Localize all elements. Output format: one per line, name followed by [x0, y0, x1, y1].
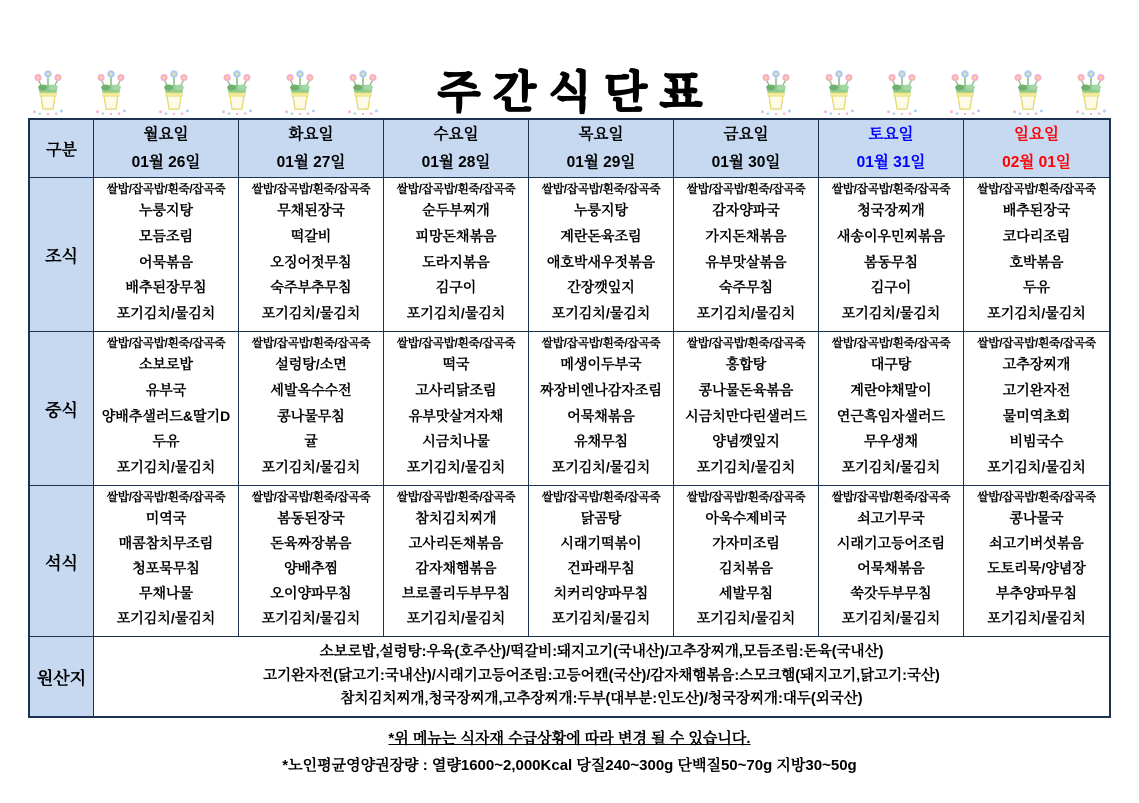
rice-options: 쌀밥/잡곡밥/흰죽/잡곡죽 [251, 182, 371, 196]
day-date: 01월 31일 [856, 153, 926, 171]
menu-item: 김구이 [870, 279, 912, 296]
menu-item: 유채무침 [573, 433, 629, 450]
menu-item: 시금치나물 [422, 433, 490, 450]
rice-options: 쌀밥/잡곡밥/흰죽/잡곡죽 [396, 336, 516, 350]
menu-items [964, 506, 1109, 631]
menu-item: 콩나물돈육볶음 [698, 382, 794, 399]
menu-item: 양념깻잎지 [712, 433, 780, 450]
menu-item: 청포묵무침 [132, 560, 200, 577]
menu-item: 포기김치/물김치 [841, 459, 941, 476]
menu-item: 세발무침 [718, 585, 774, 602]
menu-item: 포기김치/물김치 [551, 459, 651, 476]
menu-item: 새송이우민찌볶음 [836, 228, 946, 245]
menu-items [674, 506, 818, 631]
day-header-1 [239, 120, 384, 178]
menu-item: 감자양파국 [712, 202, 780, 219]
day-name: 수요일 [433, 126, 479, 144]
flower-decorations-right [758, 66, 1109, 118]
menu-item: 유부맛살볶음 [705, 253, 787, 270]
menu-item: 부추양파무침 [995, 585, 1078, 602]
menu-item: 고추장찌개 [1002, 356, 1071, 373]
menu-item: 무채나물 [138, 585, 194, 602]
flower-pot-icon [821, 66, 857, 118]
menu-item: 물미역초회 [1002, 407, 1071, 424]
menu-item: 고기완자전 [1002, 382, 1071, 399]
menu-item: 계란돈육조림 [560, 228, 642, 245]
origin-label [30, 637, 94, 716]
menu-item: 아욱수제비국 [705, 510, 787, 527]
menu-item: 피망돈채볶음 [415, 228, 497, 245]
menu-item: 계란야채말이 [850, 382, 932, 399]
rice-options: 쌀밥/잡곡밥/흰죽/잡곡죽 [977, 336, 1096, 350]
menu-item: 어묵채볶음 [567, 407, 635, 424]
menu-items [384, 352, 528, 480]
menu-items [819, 198, 963, 326]
menu-item: 포기김치/물김치 [551, 305, 651, 322]
menu-item: 시래기떡볶이 [560, 535, 642, 552]
menu-item: 쑥갓두부무침 [850, 585, 932, 602]
meal-cell [964, 178, 1109, 332]
flower-pot-icon [219, 66, 255, 118]
rice-options: 쌀밥/잡곡밥/흰죽/잡곡죽 [251, 490, 371, 504]
menu-item: 포기김치/물김치 [987, 610, 1086, 627]
day-date: 01월 26일 [131, 153, 201, 171]
menu-item: 포기김치/물김치 [406, 610, 506, 627]
menu-item: 김치볶음 [718, 560, 774, 577]
menu-item: 비빔국수 [1009, 433, 1064, 450]
meal-row-label-1: 중식 [30, 332, 94, 486]
rice-options: 쌀밥/잡곡밥/흰죽/잡곡죽 [686, 336, 806, 350]
menu-item: 건파래무침 [567, 560, 635, 577]
meal-cell [384, 178, 529, 332]
rice-options: 쌀밥/잡곡밥/흰죽/잡곡죽 [831, 336, 951, 350]
menu-item: 포기김치/물김치 [406, 459, 506, 476]
menu-item: 두유 [152, 433, 180, 450]
menu-item: 쇠고기버섯볶음 [989, 535, 1084, 552]
menu-item: 양배추찜 [283, 560, 339, 577]
menu-item: 귤 [304, 433, 318, 450]
menu-item: 떡갈비 [290, 228, 332, 245]
meal-cell [384, 332, 529, 486]
menu-item: 배추된장무침 [125, 279, 207, 296]
menu-item: 봄동된장국 [277, 510, 345, 527]
day-name: 금요일 [723, 126, 769, 144]
day-header-4 [674, 120, 819, 178]
day-date: 01월 29일 [566, 153, 636, 171]
menu-item: 포기김치/물김치 [696, 305, 796, 322]
meal-cell [239, 178, 384, 332]
menu-items [819, 506, 963, 631]
menu-item: 봄동무침 [863, 253, 919, 270]
flower-pot-icon [1073, 66, 1109, 118]
menu-item: 세발옥수수전 [270, 382, 352, 399]
day-header-0 [94, 120, 239, 178]
menu-item: 유부국 [145, 382, 187, 399]
origin-line: 고기완자전(닭고기:국내산)/시래기고등어조림:고등어캔(국산)/감자채햄볶음:스모크햄(돼지고기,닭고기:국산) [263, 667, 940, 684]
day-header-6 [964, 120, 1109, 178]
meal-cell [819, 332, 964, 486]
menu-items [529, 198, 673, 326]
meal-cell [239, 332, 384, 486]
meal-cell [94, 486, 239, 637]
menu-item: 유부맛살겨자채 [408, 407, 504, 424]
origin-label-text: 원산지 [36, 669, 87, 688]
menu-item: 포기김치/물김치 [987, 459, 1086, 476]
menu-item: 홍합탕 [725, 356, 767, 373]
menu-item: 포기김치/물김치 [116, 459, 216, 476]
rice-options: 쌀밥/잡곡밥/흰죽/잡곡죽 [106, 336, 226, 350]
flower-pot-icon [156, 66, 192, 118]
menu-item: 매콤참치무조림 [118, 535, 214, 552]
flower-pot-icon [758, 66, 794, 118]
menu-item: 어묵채볶음 [857, 560, 925, 577]
rice-options: 쌀밥/잡곡밥/흰죽/잡곡죽 [831, 490, 951, 504]
flower-pot-icon [30, 66, 66, 118]
menu-item: 도토리묵/양념장 [987, 560, 1086, 577]
meal-cell [529, 178, 674, 332]
meal-row-label-0: 조식 [30, 178, 94, 332]
rice-options: 쌀밥/잡곡밥/흰죽/잡곡죽 [831, 182, 951, 196]
menu-item: 포기김치/물김치 [116, 305, 216, 322]
nutrition-note: *노인평균영양권장량 : 열량1600~2,000Kcal 당질240~300g 단백질50~70g 지방30~50g [282, 757, 857, 774]
menu-item: 고사리닭조림 [415, 382, 497, 399]
menu-item: 어묵볶음 [138, 253, 194, 270]
menu-table [28, 118, 1111, 718]
day-header-3 [529, 120, 674, 178]
day-date: 02월 01일 [1002, 153, 1071, 171]
day-name: 화요일 [288, 126, 334, 144]
flower-pot-icon [1010, 66, 1046, 118]
menu-item: 포기김치/물김치 [987, 305, 1086, 322]
meal-cell [94, 332, 239, 486]
rice-options: 쌀밥/잡곡밥/흰죽/잡곡죽 [106, 182, 226, 196]
menu-item: 포기김치/물김치 [841, 610, 941, 627]
rice-options: 쌀밥/잡곡밥/흰죽/잡곡죽 [106, 490, 226, 504]
day-header-2 [384, 120, 529, 178]
menu-item: 포기김치/물김치 [696, 610, 796, 627]
menu-item: 포기김치/물김치 [841, 305, 941, 322]
page-title: 주간식단표 [437, 68, 716, 117]
menu-item: 청국장찌개 [857, 202, 925, 219]
meal-cell [674, 178, 819, 332]
day-date: 01월 28일 [421, 153, 491, 171]
menu-item: 포기김치/물김치 [261, 305, 361, 322]
flower-pot-icon [345, 66, 381, 118]
menu-items [94, 352, 238, 480]
meal-cell [94, 178, 239, 332]
menu-item: 연근흑임자샐러드 [836, 407, 946, 424]
menu-item: 포기김치/물김치 [406, 305, 506, 322]
meal-cell [384, 486, 529, 637]
origin-cell [94, 637, 1109, 716]
menu-item: 치커리양파무침 [553, 585, 649, 602]
rice-options: 쌀밥/잡곡밥/흰죽/잡곡죽 [977, 182, 1096, 196]
menu-item: 떡국 [442, 356, 470, 373]
menu-item: 호박볶음 [1009, 253, 1064, 270]
day-date: 01월 30일 [711, 153, 781, 171]
rice-options: 쌀밥/잡곡밥/흰죽/잡곡죽 [396, 490, 516, 504]
menu-item: 배추된장국 [1002, 202, 1071, 219]
menu-item: 가지돈채볶음 [705, 228, 787, 245]
menu-item: 고사리돈채볶음 [408, 535, 504, 552]
flower-pot-icon [947, 66, 983, 118]
day-name: 토요일 [868, 126, 914, 144]
day-header-5 [819, 120, 964, 178]
rice-options: 쌀밥/잡곡밥/흰죽/잡곡죽 [541, 336, 661, 350]
menu-item: 오징어젓무침 [270, 253, 352, 270]
meal-cell [964, 332, 1109, 486]
rice-options: 쌀밥/잡곡밥/흰죽/잡곡죽 [396, 182, 516, 196]
menu-item: 콩나물국 [1009, 510, 1064, 527]
menu-item: 시래기고등어조림 [836, 535, 946, 552]
menu-item: 무채된장국 [277, 202, 345, 219]
menu-items [529, 506, 673, 631]
menu-item: 닭곰탕 [580, 510, 622, 527]
day-date: 01월 27일 [276, 153, 346, 171]
menu-items [384, 506, 528, 631]
menu-item: 시금치만다린샐러드 [685, 407, 807, 424]
menu-item: 가자미조림 [712, 535, 780, 552]
meal-cell [674, 486, 819, 637]
flower-decorations-left [30, 66, 381, 118]
menu-items [239, 198, 383, 326]
flower-pot-icon [282, 66, 318, 118]
menu-change-note: *위 메뉴는 식자재 수급상황에 따라 변경 될 수 있습니다. [388, 730, 751, 747]
menu-item: 숙주무침 [718, 279, 774, 296]
menu-items [529, 352, 673, 480]
menu-item: 콩나물무침 [277, 407, 345, 424]
menu-item: 무우생채 [863, 433, 919, 450]
menu-items [239, 352, 383, 480]
meal-cell [819, 486, 964, 637]
corner-label: 구분 [30, 120, 94, 178]
menu-items [964, 198, 1109, 326]
rice-options: 쌀밥/잡곡밥/흰죽/잡곡죽 [686, 182, 806, 196]
menu-item: 쇠고기무국 [857, 510, 925, 527]
menu-item: 두유 [1022, 279, 1051, 296]
menu-item: 간장깻잎지 [567, 279, 635, 296]
origin-line: 참치김치찌개,청국장찌개,고추장찌개:두부(대부분:인도산)/청국장찌개:대두(외국산) [340, 691, 863, 708]
menu-items [819, 352, 963, 480]
flower-pot-icon [884, 66, 920, 118]
menu-item: 미역국 [145, 510, 187, 527]
menu-item: 돈육짜장볶음 [270, 535, 352, 552]
day-name: 월요일 [143, 126, 189, 144]
menu-items [964, 352, 1109, 480]
menu-item: 누룽지탕 [138, 202, 194, 219]
menu-item: 설렁탕/소면 [275, 356, 347, 373]
meal-cell [239, 486, 384, 637]
title-banner [30, 56, 1109, 118]
menu-item: 포기김치/물김치 [261, 459, 361, 476]
menu-items [674, 198, 818, 326]
rice-options: 쌀밥/잡곡밥/흰죽/잡곡죽 [541, 182, 661, 196]
meal-cell [529, 332, 674, 486]
menu-item: 짜장비엔나감자조림 [540, 382, 662, 399]
menu-items [239, 506, 383, 631]
menu-item: 포기김치/물김치 [696, 459, 796, 476]
meal-row-label-2: 석식 [30, 486, 94, 637]
menu-item: 포기김치/물김치 [551, 610, 651, 627]
menu-items [384, 198, 528, 326]
menu-item: 양배추샐러드&딸기D [101, 407, 231, 424]
meal-cell [964, 486, 1109, 637]
footer-notes [0, 727, 1139, 775]
day-name: 일요일 [1014, 126, 1059, 144]
day-name: 목요일 [578, 126, 624, 144]
menu-item: 감자채햄볶음 [415, 560, 497, 577]
rice-options: 쌀밥/잡곡밥/흰죽/잡곡죽 [977, 490, 1096, 504]
menu-item: 모듬조림 [138, 228, 194, 245]
menu-item: 오이양파무침 [270, 585, 352, 602]
menu-item: 누룽지탕 [573, 202, 629, 219]
origin-line: 소보로밥,설렁탕:우육(호주산)/떡갈비:돼지고기(국내산)/고추장찌개,모듬조림:돈육(국내산) [319, 644, 884, 661]
meal-cell [529, 486, 674, 637]
menu-item: 애호박새우젓볶음 [546, 253, 656, 270]
menu-item: 소보로밥 [138, 356, 194, 373]
menu-items [94, 198, 238, 326]
menu-item: 메생이두부국 [560, 356, 642, 373]
rice-options: 쌀밥/잡곡밥/흰죽/잡곡죽 [251, 336, 371, 350]
flower-pot-icon [93, 66, 129, 118]
rice-options: 쌀밥/잡곡밥/흰죽/잡곡죽 [686, 490, 806, 504]
menu-item: 숙주부추무침 [270, 279, 352, 296]
menu-item: 대구탕 [870, 356, 912, 373]
rice-options: 쌀밥/잡곡밥/흰죽/잡곡죽 [541, 490, 661, 504]
menu-items [94, 506, 238, 631]
menu-item: 김구이 [435, 279, 477, 296]
menu-item: 참치김치찌개 [415, 510, 497, 527]
menu-item: 브로콜리두부무침 [401, 585, 511, 602]
meal-cell [819, 178, 964, 332]
menu-item: 포기김치/물김치 [116, 610, 216, 627]
menu-item: 코다리조림 [1002, 228, 1071, 245]
meal-cell [674, 332, 819, 486]
menu-items [674, 352, 818, 480]
menu-item: 포기김치/물김치 [261, 610, 361, 627]
menu-item: 도라지볶음 [422, 253, 490, 270]
menu-item: 순두부찌개 [422, 202, 490, 219]
